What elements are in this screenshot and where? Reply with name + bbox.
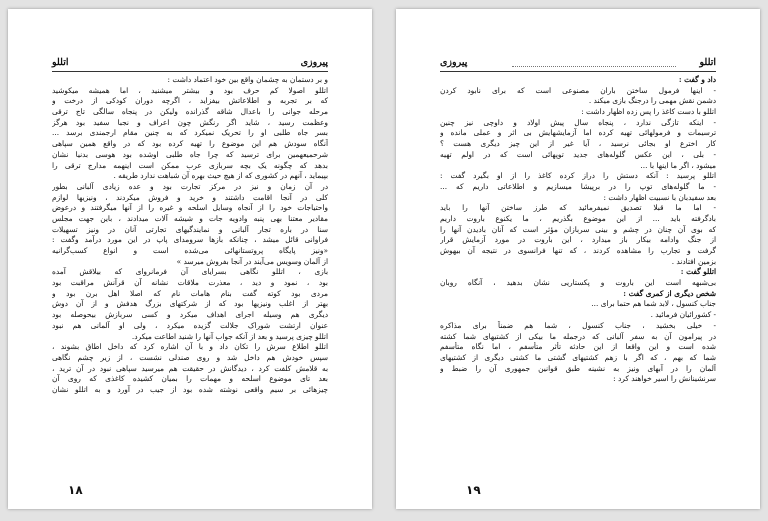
header-dotted-leader xyxy=(512,66,676,67)
text-line: شرحمیعهمین برای ترسید که چرا جاه طلبی اوشده بود هوسی بدنیا نشان xyxy=(52,149,328,159)
text-line: داد و گفت : xyxy=(678,75,716,84)
text-line: شخص دیگری از کمری گفت : xyxy=(623,288,716,298)
left-page xyxy=(8,9,372,509)
text-line: بهتر از اغلب ونیزیها بود که از شرکتهای بزرگ هدفش و از آن دوش xyxy=(52,299,328,309)
page-number: ۱۹ xyxy=(466,483,481,497)
text-line: - اینها فرمول ساختن باران مصنوعی است که برای نابود کردن xyxy=(440,85,716,95)
header-title: پیروزی xyxy=(440,57,468,68)
text-line: کار اخترع او بجائی نرسید ، آیا غیر از این چیز دیگری هست ؟ xyxy=(440,139,716,149)
text-line: آنگاه سودش هم این موضوع را تهیه کرده بود که در واقع همین سپاهی xyxy=(52,139,328,149)
text-line: بی‌شبهه است این باروت و پکستاریی نشان بدهید ، آنگاه روبان xyxy=(440,278,716,288)
text-line: - خیلی بخشید ، جناب کنسول ، شما هم ضمناً برای مذاکره xyxy=(440,320,716,330)
text-line: اتللو اطلاع سرش را تکان داد و با آن اشاره کرد که داخل اطاق بشوند ، xyxy=(52,342,328,352)
text-line: مرحله جوانی را باعدال شاقه گذرانده ولیکن در پنجاه سالگی تاج ترقی xyxy=(52,107,328,117)
text-line: از آلمان وسویس می‌آیند در آنجا بفروش میرسد » xyxy=(176,256,328,266)
text-line: اتللو گفت : xyxy=(680,267,716,277)
page-number: ۱۸ xyxy=(68,483,83,497)
text-line: دیگری هم وسیله اجرای اهداف میکرد و کسی سربازش بیحوصله بود xyxy=(52,310,328,320)
text-line: بادگرفته باید ... از این موضوع بگذریم ، ما یکنوع باروت داریم xyxy=(440,213,716,223)
text-line: واحتیاجات خود را از آنجاه وسایل اسلحه و غیره را از آنها میگرفتند و درعوض xyxy=(52,203,328,213)
text-line: جناب کنسول ، لابد شما هم حتما برای ... xyxy=(591,299,716,309)
text-line: آلمان را در آبهای ونیز به نشینه طبق قوانین جمهوری آن را ضبط و xyxy=(440,363,716,373)
text-line: شده است و این واقعا از این حادثه تأثر متأسفم ، اما نگاه متأسفم xyxy=(440,342,716,352)
header-name: اتللو xyxy=(699,57,716,68)
text-line: فراوانی قائل میشد ، چنانکه بازها سرومدای پاپ در این مورد درآمد وگفت : xyxy=(52,235,328,245)
text-line: مقادیر معتنا بهی پنبه وادویه جات و شیشه آلات میدادند ، باین جهت مجلس xyxy=(52,213,328,223)
text-line: - ما گلوله‌های توپ را در برپیشا میسازیم و اطلاعاتی داریم که ... xyxy=(440,181,716,191)
text-line: سرنشینانش را اسیر خواهند کرد : xyxy=(613,374,716,384)
text-line: دشمن نقش مهمی را درجنگ بازی میکند . xyxy=(588,96,716,106)
text-line: وعظمت رسید ، شاید اگر رنگش چون اعراف و نجبا سفید بود هرگز xyxy=(52,117,328,127)
text-line: از جنگ وادامه بیکار باز میدارد ، این باروت در مورد آزمایش قرار xyxy=(440,235,716,245)
text-line: و بر دستمان به چشمان واقع بین خود اعتماد داشت : xyxy=(167,75,328,84)
text-line: کلی در آنجا اقامت داشتند و خرید و فروش میکردند ، ونیزیها لوازم xyxy=(52,192,328,202)
text-line: بعد سفیدبان با نسبیت اظهار داشت : xyxy=(603,192,716,202)
text-line: که بر تجربه و اطلاعاتش بیفزاید ، اگرچه دوران کودکی از درخت و xyxy=(52,96,328,106)
text-line: ترسیمات و فرمولهائی تهیه کرده اما آزمایشهایش بی اثر و عملی مانده و xyxy=(440,128,716,138)
text-line: اتللو پرسید : آنکه دستش را دراز کرده کاغذ را از او بگیرد گفت : xyxy=(440,171,716,181)
right-page xyxy=(396,9,760,509)
text-line: عنوان ارتشت شوراک جلالت گزیده میکرد ، ولی او آلمانی هم نبود xyxy=(52,320,328,330)
text-line: «ونیز پایگاه پروتستانهائی می‌شده است و انواع کسب‌گرانیه xyxy=(52,246,328,255)
text-line: میشود ، اگر ما اینها با ... xyxy=(640,160,716,170)
text-line: در آن زمان و نیز در مرکز تجارت بود و عده زیادی آلبانی بطور xyxy=(52,181,328,191)
text-line: اتللو با دست کاغذ را پس زده اظهار داشت : xyxy=(581,107,716,117)
text-line: به قلامش کلفت کرد ، دیدگانش در حقیقت هم میرسید سپاهی نبود در آن ترید ، xyxy=(52,363,328,373)
text-line: بزمین افتادند . xyxy=(671,256,716,266)
header-title: پیروزی xyxy=(300,57,328,68)
text-line: - اما ما قبلا تصدیق نمیفرمائید که طرز ساختن آنها را باید xyxy=(440,203,716,213)
text-line: بازی ، اتللو نگاهی بسرایای آن فرمانروای که بیلاقش آمده xyxy=(52,267,328,277)
text-line: - کشورائیان فرمائید . xyxy=(650,310,716,320)
text-line: - اینکه تازگی ندارد ، پنجاه سال پیش اولاد و داوچی نیز چنین xyxy=(440,117,716,127)
text-line: اتللو اصولا کم حرف بود و بیشتر میشنید ، اما همیشه میکوشید xyxy=(52,85,328,95)
text-line: در پیرامون آن به سفر آلبانی که درجمله ما بیکی از کشتیهای شما کشته xyxy=(440,331,716,341)
text-line: که بوی آن چنان در چشم و بینی سربازان مؤثر است که آنان بادیدن آنها را xyxy=(440,224,716,234)
page-body xyxy=(440,75,716,385)
text-line: - بلی ، این عکس گلوله‌های جدید توپهائی است که در اولم تهیه xyxy=(440,149,716,159)
text-line: سپس خودش هم داخل شد و روی صندلی نشست ، از زیر چشم نگاهی xyxy=(52,352,328,362)
text-line: بدهد که چگونه یک بچه سربازی عرب ممکن است اینهمه مدارج ترقی را xyxy=(52,160,328,170)
text-line: شما که بهم ، که اگر با زهم کشتیهای گشتی ما کشتی دیگری از کشتیهای xyxy=(440,352,716,362)
text-line: بپیماید ، آنهم در کشوری که از هیچ حیث بهره آن شباهت ندارد طریقه . xyxy=(113,171,328,181)
text-line: مردی بود کوته گفت بنام هامات نام که اصلا اهل برن بود و xyxy=(52,288,328,298)
text-line: اتللو چیزی پرسید و بعد از آنکه جواب آنها را شنید اطاعت میکرد. xyxy=(131,331,328,341)
running-header xyxy=(52,57,328,72)
running-header xyxy=(440,57,716,72)
text-line: بعد تای موضوع اسلحه و مهمات را بمیان کشیده کاغذی که روی آن xyxy=(52,374,328,384)
header-name: اتللو xyxy=(52,57,69,68)
text-line: سنا در باره تجار آلبانی و نمایندگیهای تجارتی آنان در ونیز تسهیلات xyxy=(52,224,328,234)
text-line: گرفت و تجارب را مشاهده کردند ، که تنها فرانسوی در نتیجه آن بیهوش xyxy=(440,246,716,255)
text-line: بود ، نمود و دید ، معذرت ملاقات نشانه آن قرآنش مراقبت بود xyxy=(52,278,328,288)
text-line: بسر جاه طلبی او را تحریک نمیکرد که به چنین مقام ارجمندی برسد ... xyxy=(52,128,328,138)
page-body xyxy=(52,75,328,396)
text-line: چیزهائی بر سیم واقعی نوشته شده بود از جیب در آورد و به اتللو نشان xyxy=(52,384,328,394)
